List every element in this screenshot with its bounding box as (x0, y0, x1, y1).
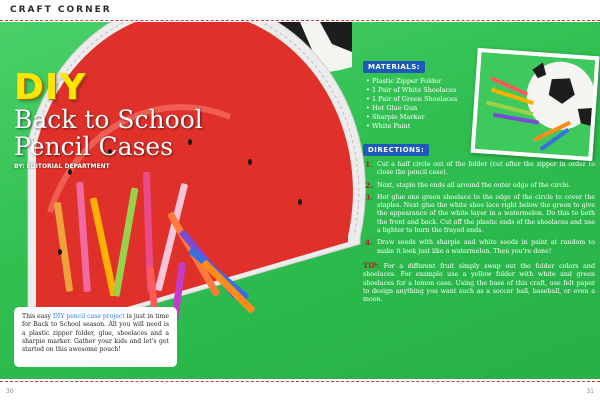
step-text: Next, staple the ends all around the outer edge of the circle. (377, 181, 571, 189)
step-number: 2. (365, 180, 373, 190)
article-title-block (14, 67, 244, 170)
footer-divider (0, 381, 600, 382)
materials-list (366, 77, 463, 131)
bullet-icon: • (366, 122, 370, 130)
direction-step (363, 161, 595, 178)
bullet-icon: • (366, 95, 370, 103)
materials-item (366, 77, 463, 86)
materials-item (366, 95, 463, 104)
materials-item-text: Hot Glue Gun (372, 104, 418, 112)
seed (298, 199, 302, 205)
step-text: Hot glue one green shoelace to the edge of the circle to cover the staples. Next glue the white shoe lace right below the green to give the appearance of the white layer in a watermelon. Do this to both the front and back. Cut off the plastic ends of the shoelaces and use a lighter to burn the frayed ends. (377, 193, 595, 235)
step-number: 4. (365, 238, 373, 248)
bullet-icon: • (366, 77, 370, 85)
seed (58, 249, 62, 255)
step-number: 1. (365, 160, 373, 169)
title-line-2: Pencil Cases (14, 132, 174, 161)
materials-item (366, 104, 463, 113)
page-number-left: 30 (6, 388, 14, 395)
title-line-1: Back to School (14, 105, 203, 134)
materials-item-text: 1 Pair of Green Shoelaces (372, 95, 458, 103)
materials-item-text: Plastic Zipper Folder (372, 77, 442, 85)
directions-steps (363, 161, 595, 256)
tip-label: TIP: (363, 260, 380, 270)
header-divider (0, 20, 600, 21)
byline: BY: EDITORIAL DEPARTMENT (14, 163, 110, 170)
bullet-icon: • (366, 86, 370, 94)
intro-text: is just in time for Back to School season. All you will need is a plastic zipper folder, glue, shoelaces and a sharpie marker. Gather your kids and let's get started on this awesome pouch! (22, 313, 169, 354)
materials-item (366, 113, 463, 122)
page-number-right: 31 (586, 388, 594, 395)
materials-item (366, 86, 463, 95)
intro-highlight: DIY pencil case project (52, 313, 125, 320)
intro-text: This easy (22, 313, 53, 320)
materials-item-text: Sharpie Marker (372, 113, 425, 121)
section-title: CRAFT CORNER (10, 5, 112, 15)
directions-label: DIRECTIONS: (363, 144, 429, 156)
magazine-spread (0, 22, 600, 379)
step-text: Cut a half circle out of the folder (cut after the zipper in order to close the pencil case). (377, 161, 595, 177)
materials-item-text: White Paint (372, 122, 411, 130)
materials-item-text: 1 Pair of White Shoelaces (372, 86, 457, 94)
tip-box (363, 262, 595, 304)
intro-box (14, 307, 177, 367)
bullet-icon: • (366, 104, 370, 112)
materials-label: MATERIALS: (363, 61, 425, 73)
direction-step (363, 239, 595, 256)
step-number: 3. (365, 192, 373, 202)
step-text: Draw seeds with sharpie and white seeds in paint at random to make it look just like a watermelon. Then you're done! (377, 239, 595, 255)
directions-panel (363, 137, 595, 304)
direction-step (363, 194, 595, 235)
bullet-icon: • (366, 113, 370, 121)
direction-step (363, 182, 595, 190)
materials-item (366, 122, 463, 131)
page-footer (0, 379, 600, 403)
page-header (0, 0, 600, 22)
seed (248, 159, 252, 165)
title-diy: DIY (14, 67, 87, 108)
tip-text: For a different fruit simply swap out the folder colors and shoelaces. For example use a yellow folder with white and green shoelaces for a lemon case. Using the base of this craft, use felt paper to design anything you want such as a soccer ball, baseball, or even a moon. (363, 262, 595, 304)
